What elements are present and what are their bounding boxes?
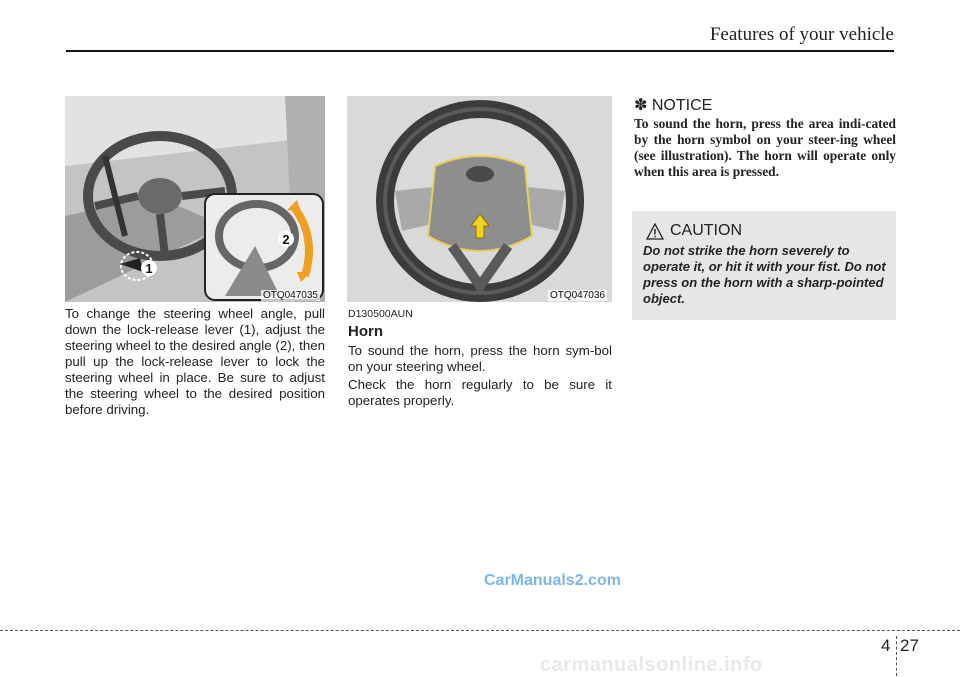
horn-paragraph-1: To sound the horn, press the horn sym-bol on your steering wheel.: [348, 343, 612, 374]
figure-code-middle: OTQ047036: [549, 290, 605, 301]
page-number: 27: [900, 636, 919, 655]
caution-box: [632, 211, 896, 320]
watermark-link[interactable]: CarManuals2.com: [484, 572, 621, 589]
header-title: Features of your vehicle: [709, 24, 894, 45]
tilt-instructions-text: To change the steering wheel angle, pull down the lock-release lever (1), adjust the steering wheel to the desired angle (2), then pull up the lock-release lever to lock the steering wheel in place. Be sure to adjust the steering wheel to the desired position before driving.: [65, 306, 325, 417]
figure-code-left: OTQ047035: [262, 290, 318, 301]
notice-title: NOTICE: [651, 97, 713, 114]
callout-2: 2: [282, 232, 290, 247]
caution-text: Do not strike the horn severely to operate it, or hit it with your fist. Do not press on the horn with a sharp-pointed object.: [643, 243, 886, 306]
section-code: D130500AUN: [348, 308, 413, 320]
footer-divider: [896, 636, 897, 676]
steering-tilt-figure: [65, 96, 325, 302]
steering-tilt-illustration: [65, 96, 325, 302]
footer-rule: [0, 630, 960, 631]
warning-triangle-icon: [646, 223, 664, 240]
notice-heading: [634, 95, 712, 115]
section-title-horn: Horn: [348, 323, 383, 340]
chapter-number: 4: [881, 636, 891, 655]
callout-1: 1: [145, 261, 153, 276]
caution-title: CAUTION: [670, 222, 742, 239]
horn-wheel-illustration: [347, 96, 612, 302]
notice-symbol-icon: ✽: [634, 97, 648, 114]
horn-paragraph-2: Check the horn regularly to be sure it operates properly.: [348, 377, 612, 408]
horn-area-figure: [347, 96, 612, 302]
notice-text: To sound the horn, press the area indi-cated by the horn symbol on your steer-ing wheel (see illustration). The horn will operate only when this area is pressed.: [634, 116, 896, 179]
header-rule: [66, 50, 894, 52]
site-watermark: carmanualsonline.info: [540, 654, 763, 676]
